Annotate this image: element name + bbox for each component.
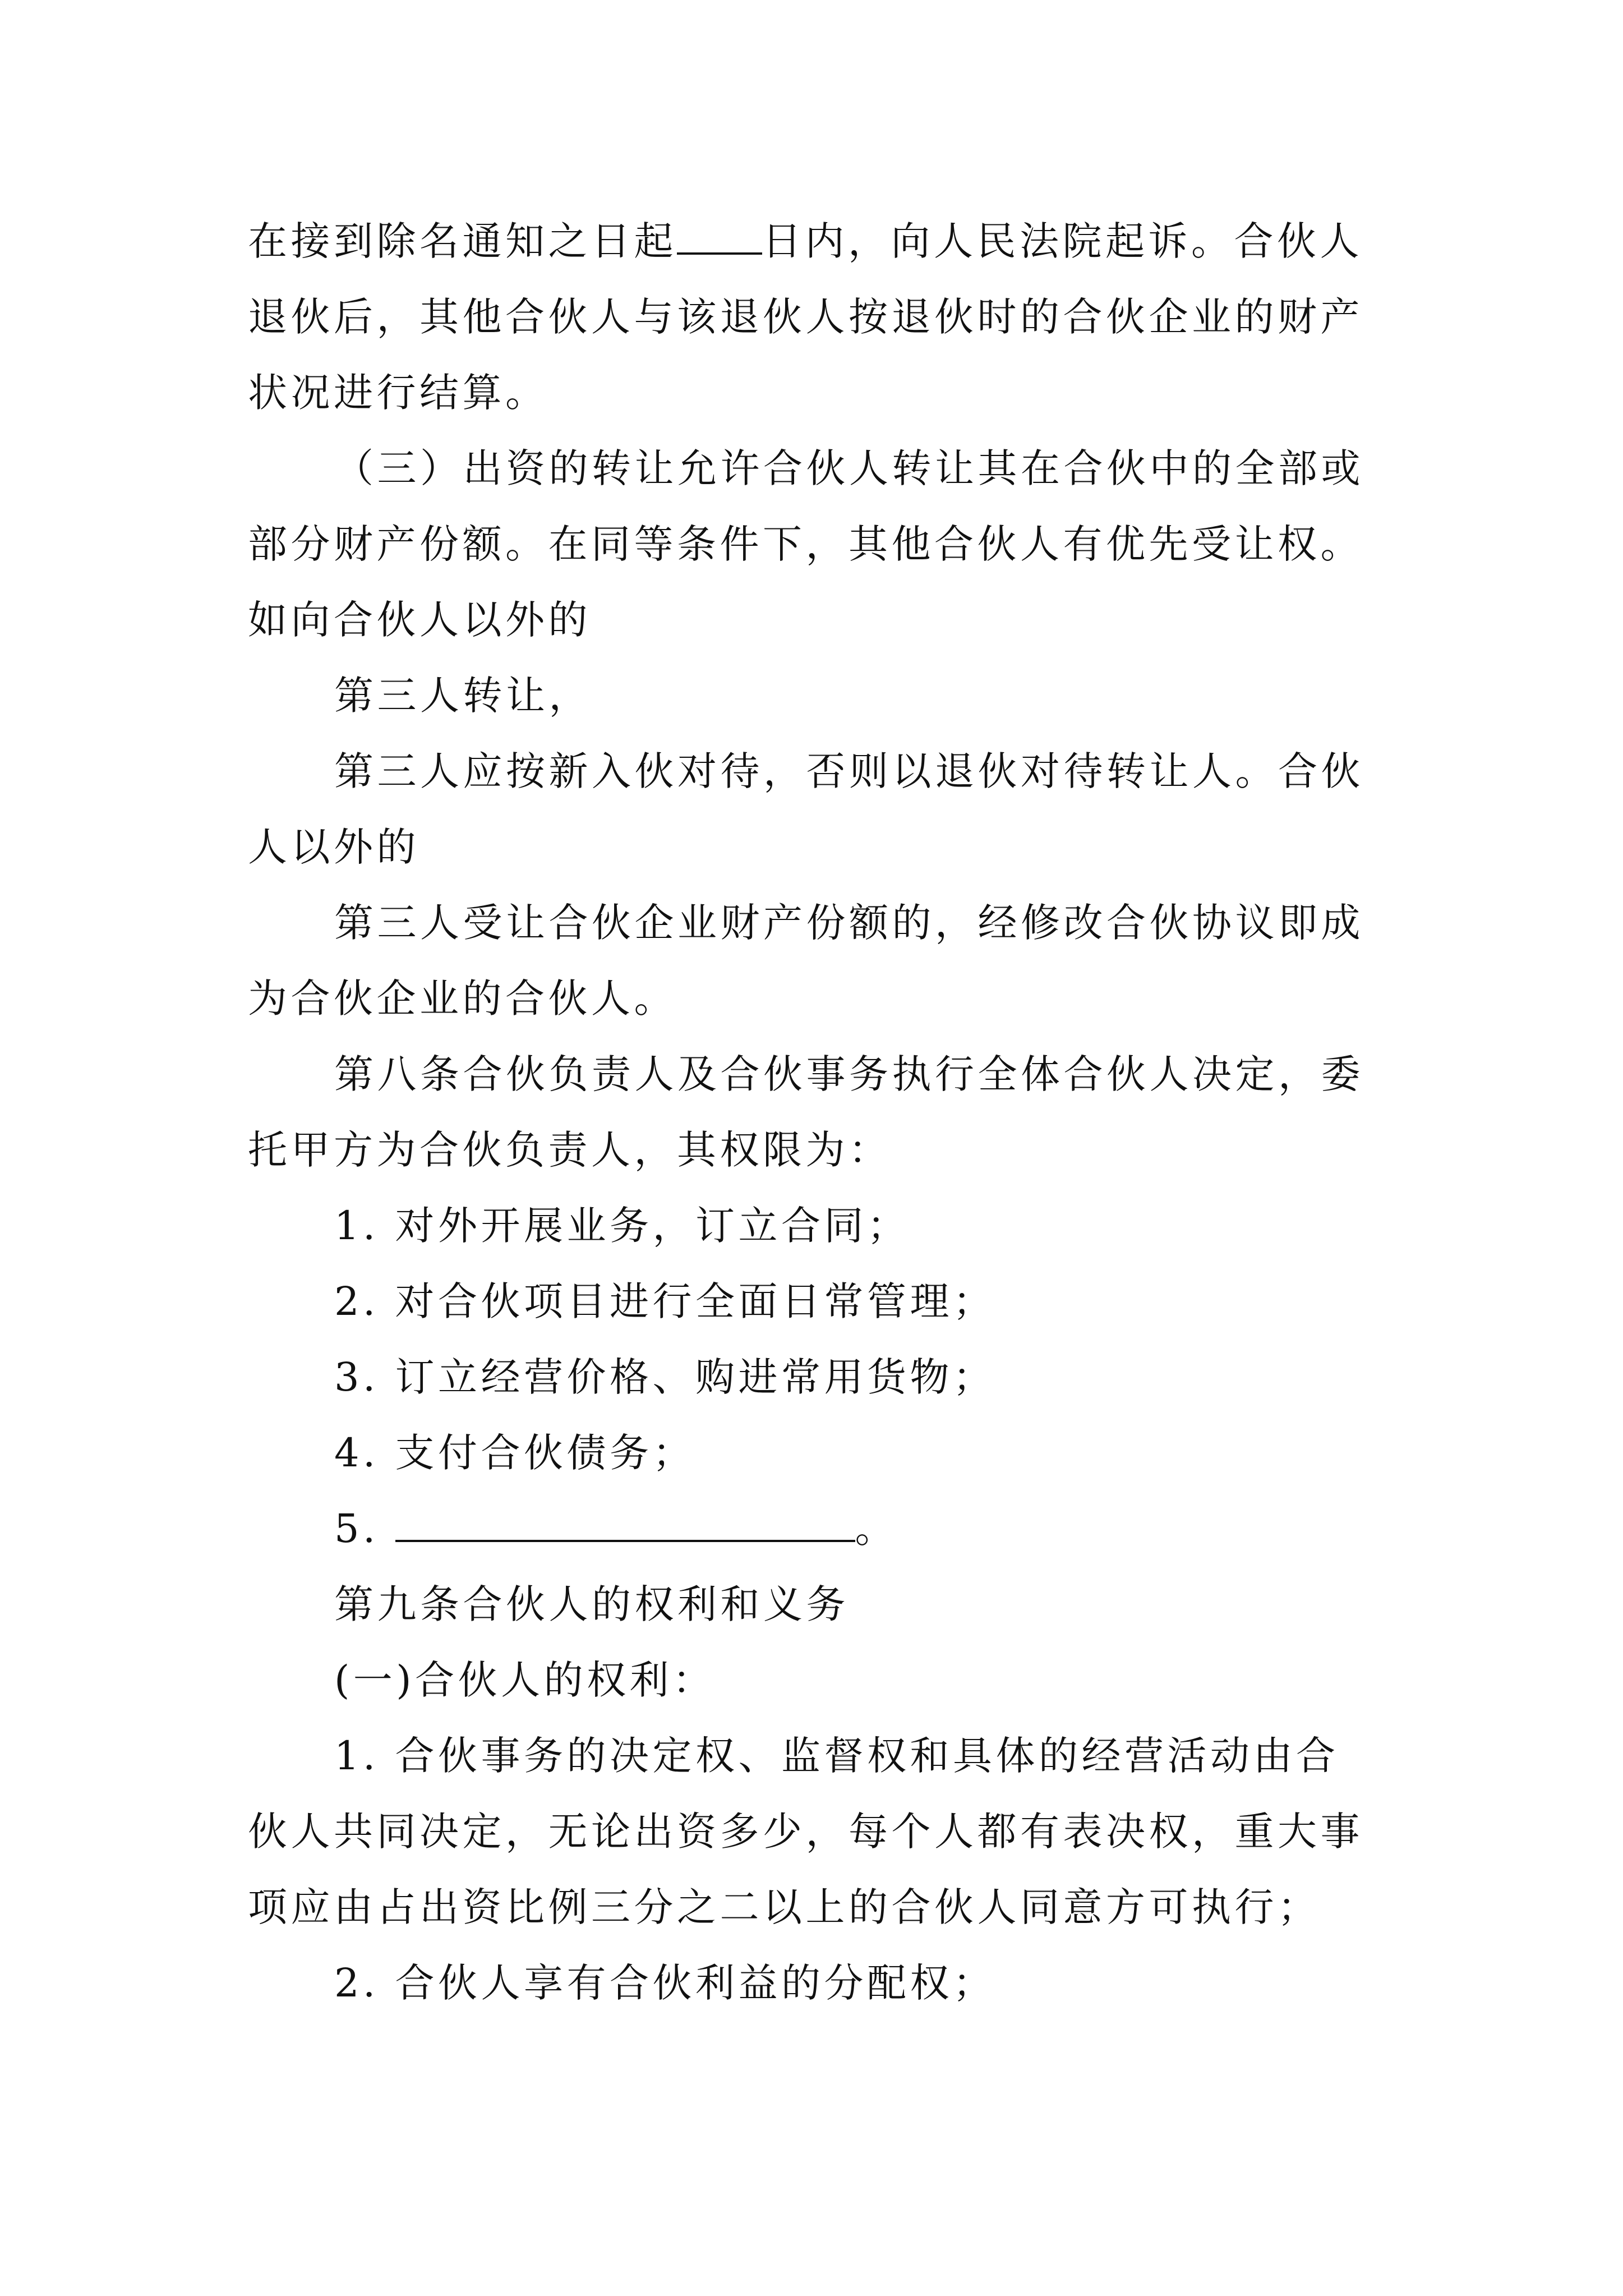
fill-in-blank: [395, 1505, 855, 1542]
fill-in-blank: [677, 218, 762, 255]
text-line-5: 部分财产份额。在同等条件下，其他合伙人有优先受让权。: [248, 521, 1363, 567]
text-line-24: 2. 合伙人享有合伙利益的分配权；: [334, 1960, 996, 2006]
text-line-1: [248, 213, 1363, 269]
text-line-2: 退伙后，其他合伙人与该退伙人按退伙时的合伙企业的财产: [248, 294, 1363, 340]
text-line-22: 伙人共同决定，无论出资多少，每个人都有表决权，重大事: [248, 1809, 1363, 1855]
text-line-10: 第三人受让合伙企业财产份额的，经修改合伙协议即成: [334, 900, 1364, 946]
list-item-5: [334, 1501, 898, 1557]
list-item-4: 4. 支付合伙债务；: [334, 1430, 696, 1476]
text-line-3: 状况进行结算。: [248, 370, 548, 416]
text-line-12: 第八条合伙负责人及合伙事务执行全体合伙人决定，委: [334, 1051, 1364, 1097]
list-item-2: 2. 对合伙项目进行全面日常管理；: [334, 1278, 996, 1324]
text-line-13: 托甲方为合伙负责人，其权限为：: [248, 1127, 892, 1173]
text-segment: 5.: [334, 1506, 395, 1552]
text-line-21: 1. 合伙事务的决定权、监督权和具体的经营活动由合: [334, 1733, 1339, 1779]
text-line-9: 人以外的: [248, 824, 419, 870]
text-line-6: 如向合伙人以外的: [248, 597, 591, 643]
text-segment: 在接到除名通知之日起: [248, 218, 677, 264]
text-line-8: 第三人应按新入伙对待，否则以退伙对待转让人。合伙: [334, 748, 1364, 794]
text-line-4: （三）出资的转让允许合伙人转让其在合伙中的全部或: [334, 445, 1364, 491]
list-item-1: 1. 对外开展业务，订立合同；: [334, 1203, 910, 1249]
subsection-heading: (一)合伙人的权利：: [334, 1657, 716, 1703]
section-heading: 第九条合伙人的权利和义务: [334, 1581, 849, 1627]
text-segment: 日内，向人民法院起诉。合伙人: [762, 218, 1363, 264]
list-item-3: 3. 订立经营价格、购进常用货物；: [334, 1354, 996, 1400]
text-line-11: 为合伙企业的合伙人。: [248, 976, 677, 1022]
text-line-23: 项应由占出资比例三分之二以上的合伙人同意方可执行；: [248, 1884, 1321, 1930]
text-line-7: 第三人转让，: [334, 673, 592, 719]
text-segment: 。: [855, 1506, 898, 1552]
